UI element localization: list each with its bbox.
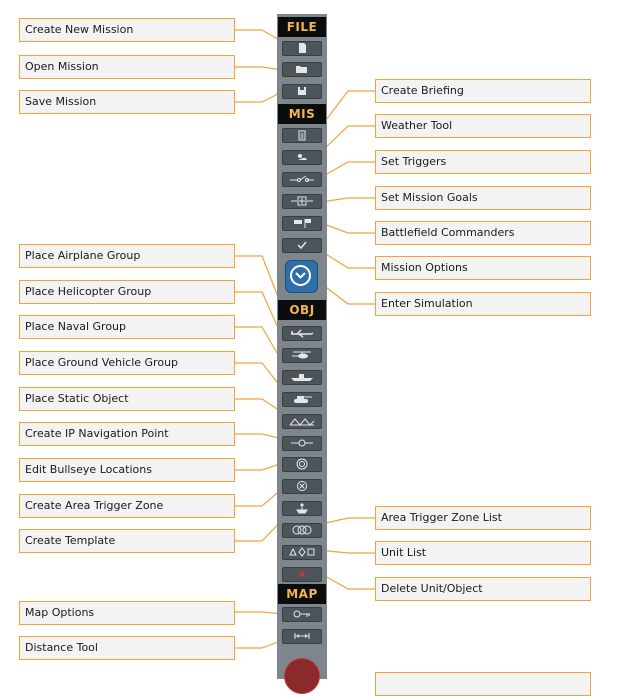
checkmark-icon (296, 239, 308, 251)
static-object-icon (288, 415, 316, 427)
area-trigger-zone-list-button[interactable] (282, 523, 322, 538)
clipboard-icon (296, 129, 308, 141)
set-triggers-button[interactable] (282, 172, 322, 187)
place-airplane-group-button[interactable] (282, 326, 322, 341)
callout-create-ip-navigation-point: Create IP Navigation Point (19, 422, 235, 446)
callout-place-ground-vehicle-group: Place Ground Vehicle Group (19, 351, 235, 375)
mission-editor-toolbar (277, 14, 327, 679)
weather-tool-button[interactable] (282, 150, 322, 165)
place-helicopter-group-button[interactable] (282, 348, 322, 363)
place-ground-vehicle-group-button[interactable] (282, 392, 322, 407)
mission-goals-icon (290, 195, 314, 207)
trigger-zone-icon (295, 480, 309, 492)
airplane-icon (289, 327, 315, 339)
callout-place-static-object: Place Static Object (19, 387, 235, 411)
weather-cloud-sun-icon (294, 151, 310, 163)
callout-enter-simulation: Enter Simulation (375, 292, 591, 316)
create-briefing-button[interactable] (282, 128, 322, 143)
obj-section-header: OBJ (278, 300, 326, 320)
mission-options-button[interactable] (282, 238, 322, 253)
enter-simulation-button[interactable] (285, 260, 318, 293)
callout-set-triggers: Set Triggers (375, 150, 591, 174)
template-icon (294, 502, 310, 514)
create-ip-navigation-point-button[interactable] (282, 436, 322, 451)
callout-create-template: Create Template (19, 529, 235, 553)
zone-list-icon (289, 524, 315, 536)
unit-list-icon (288, 546, 316, 558)
distance-tool-button[interactable] (282, 629, 322, 644)
callout-set-mission-goals: Set Mission Goals (375, 186, 591, 210)
helicopter-icon (289, 349, 315, 361)
callout-create-briefing: Create Briefing (375, 79, 591, 103)
trigger-switch-icon (289, 173, 315, 185)
battlefield-commanders-button[interactable] (282, 216, 322, 231)
delete-x-icon: ✕ (297, 568, 307, 581)
tank-icon (289, 393, 315, 405)
ship-icon (289, 371, 315, 383)
callout-partial-bottom (375, 672, 591, 696)
callout-map-options: Map Options (19, 601, 235, 625)
save-mission-button[interactable] (282, 84, 322, 99)
callout-weather-tool: Weather Tool (375, 114, 591, 138)
bullseye-icon (295, 458, 309, 470)
file-section-header: FILE (278, 17, 326, 37)
callout-mission-options: Mission Options (375, 256, 591, 280)
callout-save-mission: Save Mission (19, 90, 235, 114)
callout-place-helicopter-group: Place Helicopter Group (19, 280, 235, 304)
create-area-trigger-zone-button[interactable] (282, 479, 322, 494)
create-template-button[interactable] (282, 501, 322, 516)
delete-unit-object-button[interactable] (282, 567, 322, 582)
enter-simulation-icon (290, 265, 311, 286)
new-document-icon (296, 42, 308, 54)
callout-place-airplane-group: Place Airplane Group (19, 244, 235, 268)
bottom-round-button[interactable] (284, 658, 320, 694)
place-naval-group-button[interactable] (282, 370, 322, 385)
ruler-distance-icon (292, 630, 312, 642)
map-options-button[interactable] (282, 607, 322, 622)
callout-edit-bullseye-locations: Edit Bullseye Locations (19, 458, 235, 482)
callout-delete-unit-object: Delete Unit/Object (375, 577, 591, 601)
set-mission-goals-button[interactable] (282, 194, 322, 209)
callout-create-area-trigger-zone: Create Area Trigger Zone (19, 494, 235, 518)
open-mission-button[interactable] (282, 62, 322, 77)
folder-open-icon (295, 63, 309, 75)
callout-create-new-mission: Create New Mission (19, 18, 235, 42)
edit-bullseye-locations-button[interactable] (282, 457, 322, 472)
callout-distance-tool: Distance Tool (19, 636, 235, 660)
floppy-disk-icon (296, 85, 308, 97)
callout-place-naval-group: Place Naval Group (19, 315, 235, 339)
mis-section-header: MIS (278, 104, 326, 124)
map-section-header: MAP (278, 584, 326, 604)
callout-battlefield-commanders: Battlefield Commanders (375, 221, 591, 245)
callout-area-trigger-zone-list: Area Trigger Zone List (375, 506, 591, 530)
key-icon (292, 608, 312, 620)
callout-unit-list: Unit List (375, 541, 591, 565)
commander-flag-icon (291, 217, 313, 229)
create-new-mission-button[interactable] (282, 41, 322, 56)
place-static-object-button[interactable] (282, 414, 322, 429)
callout-open-mission: Open Mission (19, 55, 235, 79)
unit-list-button[interactable] (282, 545, 322, 560)
waypoint-icon (289, 437, 315, 449)
